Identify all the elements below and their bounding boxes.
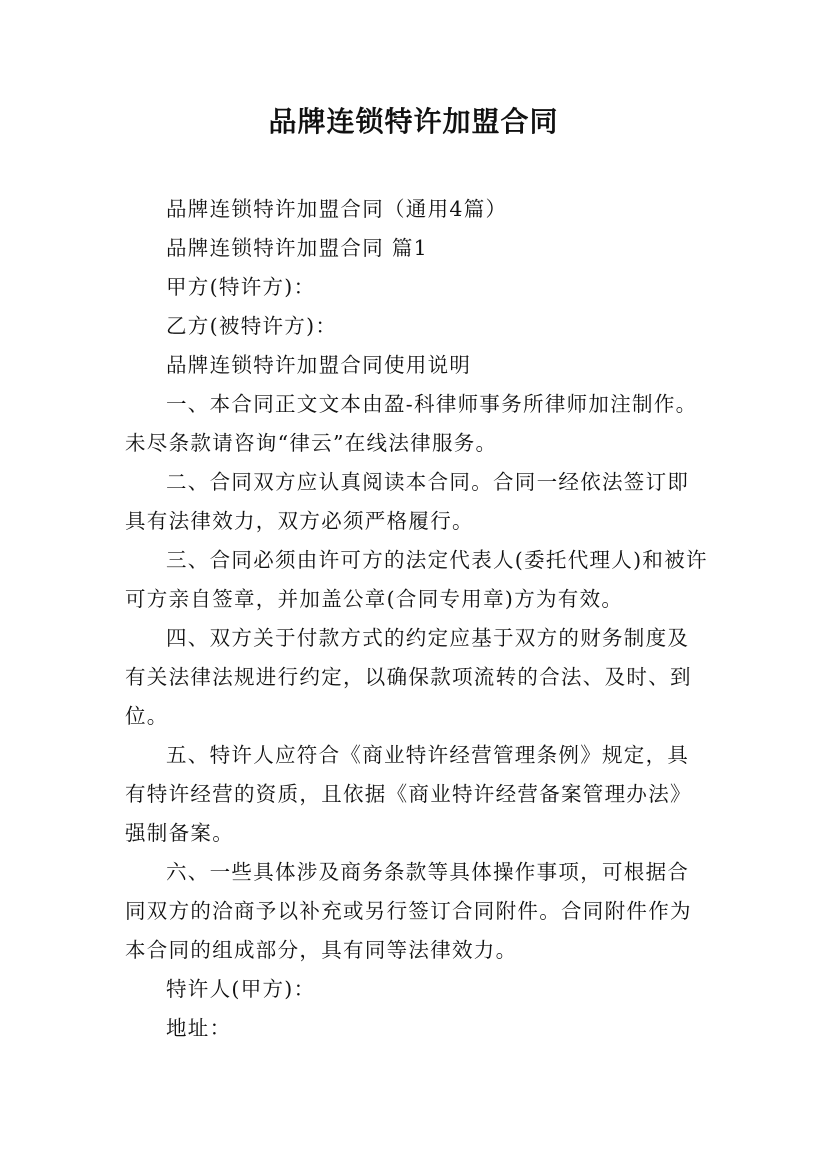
paragraph-clause-4: 四、双方关于付款方式的约定应基于双方的财务制度及有关法律法规进行约定，以确保款项流转的合法、及时、到位。	[125, 626, 692, 728]
document-title: 品牌连锁特许加盟合同	[268, 105, 559, 138]
paragraph-franchisor-label: 特许人(甲方)：	[166, 977, 316, 1001]
paragraph-clause-5: 五、特许人应符合《商业特许经营管理条例》规定，具有特许经营的资质，且依据《商业特许经营备案管理办法》强制备案。	[125, 743, 692, 845]
paragraph-clause-2: 二、合同双方应认真阅读本合同。合同一经依法签订即具有法律效力，双方必须严格履行。	[125, 470, 690, 533]
paragraph-party-b: 乙方(被特许方)：	[166, 314, 338, 338]
paragraph-usage-heading: 品牌连锁特许加盟合同使用说明	[166, 353, 472, 377]
paragraph-subtitle: 品牌连锁特许加盟合同（通用4篇）	[166, 197, 508, 221]
paragraph-party-a: 甲方(特许方)：	[166, 275, 316, 299]
paragraph-clause-3: 三、合同必须由许可方的法定代表人(委托代理人)和被许可方亲自签章，并加盖公章(合同专用章)方为有效。	[125, 548, 708, 611]
paragraph-address-label: 地址：	[166, 1016, 232, 1040]
paragraph-clause-1: 一、本合同正文文本由盈-科律师事务所律师加注制作。未尽条款请咨询“律云”在线法律服务。	[125, 392, 698, 455]
paragraph-clause-6: 六、一些具体涉及商务条款等具体操作事项，可根据合同双方的洽商予以补充或另行签订合同附件。合同附件作为本合同的组成部分，具有同等法律效力。	[125, 860, 692, 962]
paragraph-section-heading: 品牌连锁特许加盟合同 篇1	[166, 236, 428, 260]
document-body	[125, 190, 710, 1048]
